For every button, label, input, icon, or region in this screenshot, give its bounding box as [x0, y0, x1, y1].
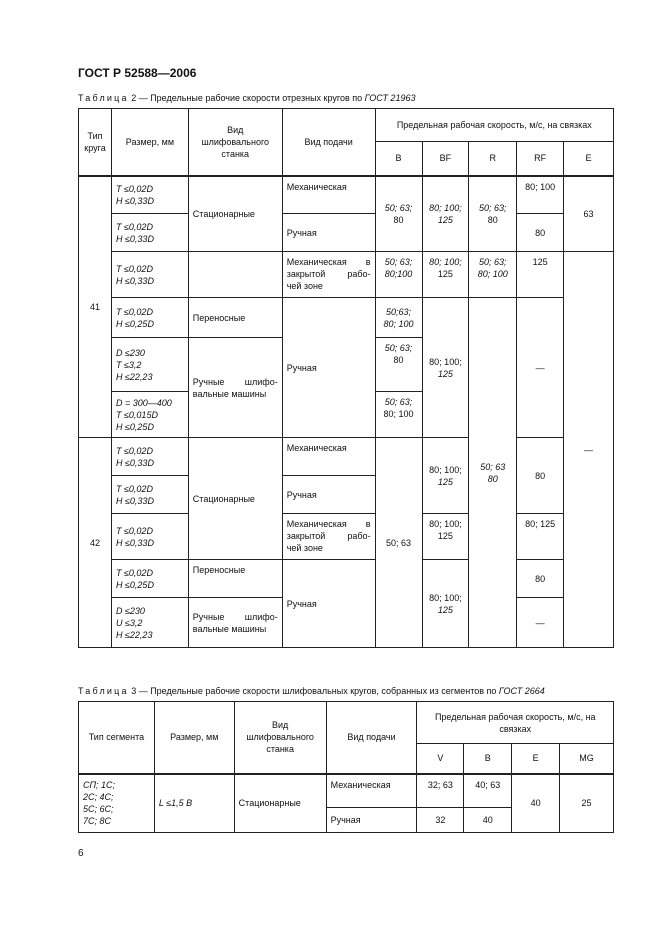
- header-segment: Тип сегмента: [79, 702, 155, 774]
- value-BF: 80; 100; 125: [422, 438, 469, 514]
- value-RF: 80; 125: [517, 514, 564, 560]
- size-cell: T ≤0,02D H ≤0,33D: [111, 514, 188, 560]
- header-machine: Вид шлифовального станка: [188, 109, 282, 176]
- value-E: 40: [512, 774, 560, 833]
- value-BF: 80; 100; 125: [422, 176, 469, 252]
- machine-stationary: Стационарные: [188, 176, 282, 252]
- size-cell: L ≤1,5 B: [154, 774, 234, 833]
- value-RF: 125: [517, 252, 564, 298]
- table2-caption: [78, 93, 415, 103]
- caption-ref: ГОСТ 2664: [498, 686, 545, 696]
- feed-manual: Ручная: [282, 298, 375, 438]
- caption-word: Таблица: [78, 686, 129, 696]
- size-cell: T ≤0,02D H ≤0,33D: [111, 476, 188, 514]
- feed-manual: Ручная: [282, 476, 375, 514]
- header-machine: Вид шлифовального станка: [234, 702, 326, 774]
- value-B: 50; 63; 80: [375, 176, 422, 252]
- header-B: B: [375, 142, 422, 176]
- size-cell: T ≤0,02D H ≤0,33D: [111, 252, 188, 298]
- value-B: 50;63; 80; 100: [375, 298, 422, 338]
- machine-handheld: Ручные шлифо- вальные машины: [188, 598, 282, 648]
- machine-empty: [188, 252, 282, 298]
- header-feed: Вид подачи: [282, 109, 375, 176]
- header-V: V: [417, 744, 464, 774]
- size-cell: T ≤0,02D H ≤0,33D: [111, 176, 188, 214]
- header-MG: MG: [560, 744, 614, 774]
- table3: [78, 701, 614, 833]
- segment-types: СП; 1С; 2С; 4С; 5С; 6С; 7С; 8С: [79, 774, 155, 833]
- value-RF: 80: [517, 560, 564, 598]
- size-cell: T ≤0,02D H ≤0,25D: [111, 560, 188, 598]
- caption-word: Таблица: [78, 93, 129, 103]
- header-B: B: [464, 744, 512, 774]
- header-E: E: [512, 744, 560, 774]
- value-B: 50; 63; 80;100: [375, 252, 422, 298]
- header-speed: Предельная рабочая скорость, м/с, на связках: [375, 109, 613, 142]
- header-R: R: [469, 142, 517, 176]
- value-B: 40; 63: [464, 774, 512, 808]
- header-speed: Предельная рабочая скорость, м/с, на связках: [417, 702, 614, 744]
- value-V: 32; 63: [417, 774, 464, 808]
- size-cell: T ≤0,02D H ≤0,33D: [111, 438, 188, 476]
- value-B: 40: [464, 808, 512, 833]
- value-R: 50; 63; 80; 100: [469, 252, 517, 298]
- value-BF: 80; 100; 125: [422, 252, 469, 298]
- value-E: 63: [564, 176, 614, 252]
- header-RF: RF: [517, 142, 564, 176]
- document-header: ГОСТ Р 52588—2006: [78, 66, 197, 80]
- size-cell: T ≤0,02D H ≤0,33D: [111, 214, 188, 252]
- table3-caption: [78, 686, 545, 696]
- caption-text: 2 — Предельные рабочие скорости отрезных кругов по: [128, 93, 365, 103]
- page-number: 6: [78, 848, 84, 859]
- size-cell: D ≤230 T ≤3,2 H ≤22,23: [111, 338, 188, 392]
- machine-portable: Переносные: [188, 298, 282, 338]
- machine-stationary: Стационарные: [188, 438, 282, 560]
- type-42: 42: [79, 438, 112, 648]
- header-feed: Вид подачи: [326, 702, 417, 774]
- value-BF: 80; 100; 125: [422, 514, 469, 560]
- value-RF: 80; 100: [517, 176, 564, 214]
- value-BF: 80; 100; 125: [422, 298, 469, 438]
- value-BF: 80; 100; 125: [422, 560, 469, 648]
- value-E: —: [564, 252, 614, 648]
- machine-handheld: Ручные шлифо- вальные машины: [188, 338, 282, 438]
- header-E: E: [564, 142, 614, 176]
- caption-ref: ГОСТ 21963: [364, 93, 416, 103]
- value-RF: 80: [517, 438, 564, 514]
- feed-manual: Ручная: [326, 808, 417, 833]
- header-type: Тип круга: [79, 109, 112, 176]
- value-RF: —: [517, 298, 564, 438]
- value-R: 50; 63; 80: [469, 176, 517, 252]
- value-B: 50; 63: [375, 438, 422, 648]
- size-cell: T ≤0,02D H ≤0,25D: [111, 298, 188, 338]
- header-size: Размер, мм: [111, 109, 188, 176]
- size-cell: D = 300—400 T ≤0,015D H ≤0,25D: [111, 392, 188, 438]
- size-cell: D ≤230 U ≤3,2 H ≤22,23: [111, 598, 188, 648]
- value-B: 50; 63; 80: [375, 338, 422, 392]
- feed-mechanical: Механическая: [282, 438, 375, 476]
- feed-mechanical: Механическая: [326, 774, 417, 808]
- feed-manual: Ручная: [282, 560, 375, 648]
- type-41: 41: [79, 176, 112, 438]
- value-R: 50; 63 80: [469, 298, 517, 648]
- machine-portable: Переносные: [188, 560, 282, 598]
- value-MG: 25: [560, 774, 614, 833]
- machine-stationary: Стационарные: [234, 774, 326, 833]
- header-BF: BF: [422, 142, 469, 176]
- table2: [78, 108, 614, 648]
- feed-closed-zone: Механическая в закрытой рабо- чей зоне: [282, 252, 375, 298]
- value-RF: —: [517, 598, 564, 648]
- feed-manual: Ручная: [282, 214, 375, 252]
- caption-text: 3 — Предельные рабочие скорости шлифовальных кругов, собранных из сегментов по: [128, 686, 499, 696]
- value-V: 32: [417, 808, 464, 833]
- header-size: Размер, мм: [154, 702, 234, 774]
- feed-mechanical: Механическая: [282, 176, 375, 214]
- value-B: 50; 63; 80; 100: [375, 392, 422, 438]
- value-RF: 80: [517, 214, 564, 252]
- feed-closed-zone: Механическая в закрытой рабо- чей зоне: [282, 514, 375, 560]
